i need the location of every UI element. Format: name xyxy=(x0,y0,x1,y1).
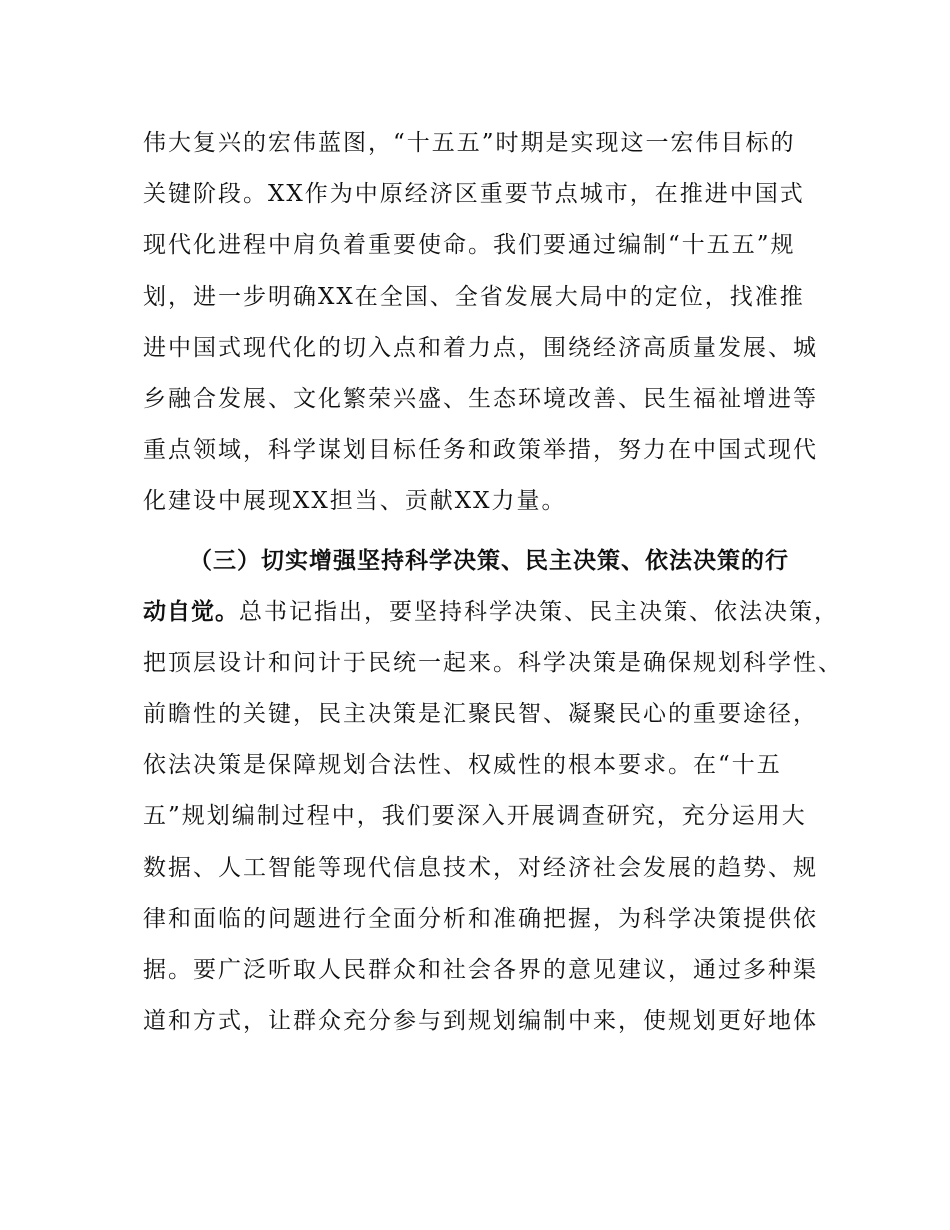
text-line xyxy=(143,587,839,638)
text-line: 把顶层设计和问计于民统一起来。科学决策是确保规划科学性、 xyxy=(143,649,843,676)
text-line: 道和方式，让群众充分参与到规划编制中来，使规划更好地体 xyxy=(143,1008,818,1035)
text-line: 乡融合发展、文化繁荣兴盛、生态环境改善、民生福祉增进等 xyxy=(143,385,818,412)
text-line: 前瞻性的关键，民主决策是汇聚民智、凝聚民心的重要途径， xyxy=(143,701,818,728)
paragraph-spacer xyxy=(143,528,823,536)
text-line: 现代化进程中肩负着重要使命。我们要通过编制“十五五”规 xyxy=(143,232,796,259)
text-line: 划，进一步明确XX在全国、全省发展大局中的定位，找准推 xyxy=(143,283,805,310)
section-heading-end: 动自觉。 xyxy=(143,598,239,625)
text-line: 律和面临的问题进行全面分析和准确把握，为科学决策提供依 xyxy=(143,905,818,932)
text-line: 进中国式现代化的切入点和着力点，围绕经济高质量发展、城 xyxy=(143,334,818,361)
text-line: 据。要广泛听取人民群众和社会各界的意见建议，通过多种渠 xyxy=(143,957,818,983)
text-line: 化建设中展现XX担当、贡献XX力量。 xyxy=(143,488,567,515)
text-line: 数据、人工智能等现代信息技术，对经济社会发展的趋势、规 xyxy=(143,854,818,881)
text-line: 五”规划编制过程中，我们要深入开展调查研究，充分运用大 xyxy=(143,803,807,830)
text-line: 依法决策是保障规划合法性、权威性的根本要求。在“十五 xyxy=(143,752,782,779)
section-heading-line xyxy=(143,536,823,587)
text-line: 重点领域，科学谋划目标任务和政策举措，努力在中国式现代 xyxy=(143,437,818,464)
text-line: 伟大复兴的宏伟蓝图，“十五五”时期是实现这一宏伟目标的 xyxy=(143,130,796,156)
section-heading: （三）切实增强坚持科学决策、民主决策、依法决策的行 xyxy=(189,547,789,574)
paragraph-continuation xyxy=(143,118,823,528)
text-run: 总书记指出，要坚持科学决策、民主决策、依法决策， xyxy=(239,598,839,625)
text-line: 关键阶段。XX作为中原经济区重要节点城市，在推进中国式 xyxy=(143,181,805,208)
paragraph-section-three xyxy=(143,536,843,1048)
body-text xyxy=(143,118,843,1047)
